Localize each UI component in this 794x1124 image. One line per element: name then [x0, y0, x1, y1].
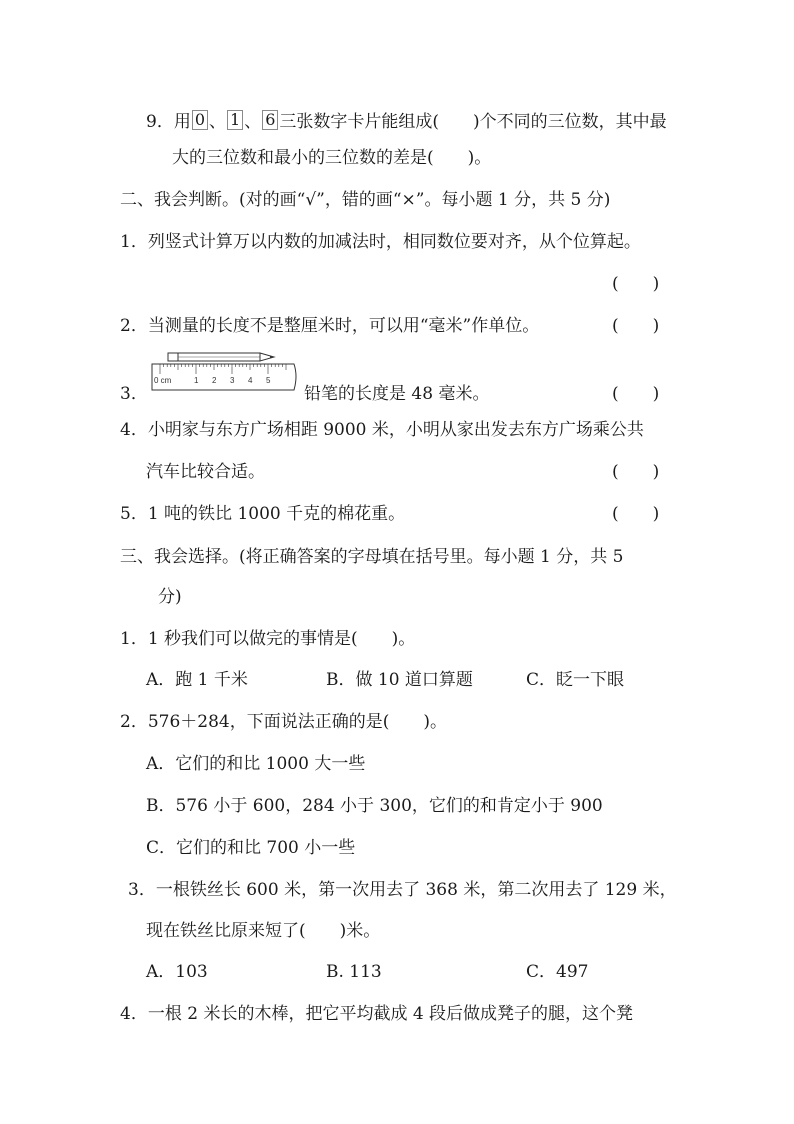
choice-q2: 2．576＋284，下面说法正确的是( )。: [120, 712, 447, 732]
q9-text: 三张数字卡片能组成( )个不同的三位数，其中最: [279, 112, 667, 132]
choice-q1: 1．1 秒我们可以做完的事情是( )。: [120, 629, 416, 649]
choice-q2-option-a: A．它们的和比 1000 大一些: [146, 754, 366, 774]
choice-q1-option-a: A．跑 1 千米: [146, 670, 248, 690]
pencil-ruler-figure: [150, 348, 300, 392]
judge-item-5: 5．1 吨的铁比 1000 千克的棉花重。: [120, 504, 406, 524]
choice-q2-option-c: C．它们的和比 700 小一些: [146, 838, 356, 858]
ruler-label-5: 5: [266, 376, 271, 385]
section3-title-line2: 分): [158, 587, 182, 607]
ruler-label-0: 0 cm: [154, 376, 172, 385]
judge-answer-paren-5[interactable]: ( ): [612, 504, 660, 524]
pencil-ruler-icon: [150, 348, 300, 392]
section3-title: 三、我会选择。(将正确答案的字母填在括号里。每小题 1 分，共 5: [120, 547, 624, 567]
ruler-label-4: 4: [248, 376, 253, 385]
q9-line2: 大的三位数和最小的三位数的差是( )。: [172, 148, 492, 168]
ruler-label-2: 2: [212, 376, 217, 385]
judge-item-4: 4．小明家与东方广场相距 9000 米，小明从家出发去东方广场乘公共: [120, 420, 644, 440]
choice-q4: 4．一根 2 米长的木棒，把它平均截成 4 段后做成凳子的腿，这个凳: [120, 1004, 634, 1024]
judge-answer-paren-3[interactable]: ( ): [612, 384, 660, 404]
judge-item-3-prefix: 3．: [120, 384, 148, 404]
separator: 、: [209, 112, 227, 132]
choice-q3-option-c: C．497: [526, 962, 589, 982]
q9-prefix: 9．用: [146, 112, 191, 132]
digit-card-0: 0: [192, 110, 208, 130]
judge-answer-paren-1[interactable]: ( ): [612, 274, 660, 294]
judge-item-3: 铅笔的长度是 48 毫米。: [304, 384, 490, 404]
choice-q3-option-b: B. 113: [326, 962, 382, 982]
judge-item-4-line2: 汽车比较合适。: [146, 462, 265, 482]
choice-q1-option-c: C．眨一下眼: [526, 670, 625, 690]
choice-q3-line2: 现在铁丝比原来短了( )米。: [146, 921, 381, 941]
ruler-label-1: 1: [194, 376, 199, 385]
judge-answer-paren-2[interactable]: ( ): [612, 316, 660, 336]
q9-line1: [146, 110, 667, 134]
ruler-label-3: 3: [230, 376, 235, 385]
section2-title: 二、我会判断。(对的画“√”，错的画“×”。每小题 1 分，共 5 分): [120, 190, 611, 210]
digit-card-6: 6: [262, 110, 278, 130]
choice-q2-option-b: B．576 小于 600，284 小于 300，它们的和肯定小于 900: [146, 796, 603, 816]
separator: 、: [244, 112, 262, 132]
choice-q3: 3．一根铁丝长 600 米，第一次用去了 368 米，第二次用去了 129 米，: [128, 880, 677, 900]
judge-item-1: 1．列竖式计算万以内数的加减法时，相同数位要对齐，从个位算起。: [120, 232, 641, 252]
judge-item-2: 2．当测量的长度不是整厘米时，可以用“毫米”作单位。: [120, 316, 540, 336]
judge-answer-paren-4[interactable]: ( ): [612, 462, 660, 482]
choice-q3-option-a: A．103: [146, 962, 208, 982]
choice-q1-option-b: B．做 10 道口算题: [326, 670, 473, 690]
digit-card-1: 1: [227, 110, 243, 130]
